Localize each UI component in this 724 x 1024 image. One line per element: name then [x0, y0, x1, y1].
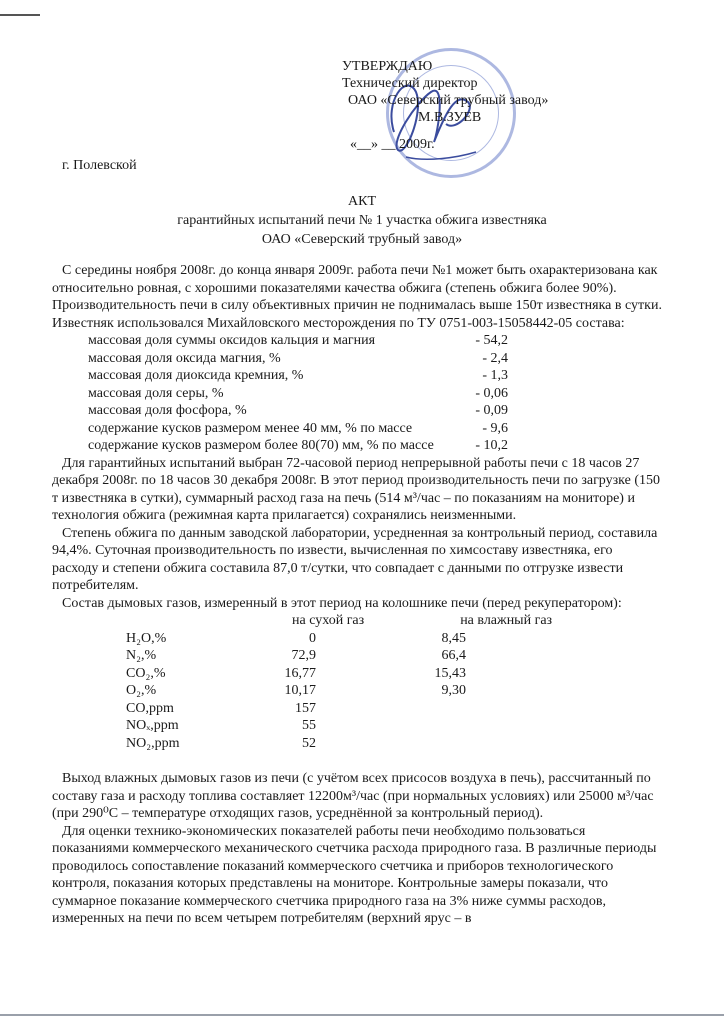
document-subtitle: гарантийных испытаний печи № 1 участка обжига известняка	[177, 213, 547, 228]
gas-name: H₂O,%	[126, 630, 167, 646]
document-title: АКТ	[348, 194, 376, 209]
table-row	[88, 332, 508, 350]
city: г. Полевской	[62, 158, 137, 173]
gas-wet-value: 15,43	[434, 665, 466, 681]
gas-name: CO,ppm	[126, 700, 174, 716]
gas-name: NO₂,ppm	[126, 735, 180, 751]
approval-company: ОАО «Северский трубный завод»	[348, 93, 549, 108]
table-row	[126, 665, 466, 683]
gas-wet-value: 9,30	[441, 683, 466, 698]
table-row	[88, 367, 508, 385]
gas-wet-value: 66,4	[441, 648, 466, 663]
composition-value: - 9,6	[482, 420, 508, 436]
document-body	[52, 262, 662, 928]
gas-wet-value	[316, 700, 466, 718]
gas-dry-value: 16,77	[284, 665, 316, 681]
dry-gas-header: на сухой газ	[292, 613, 365, 628]
composition-name: массовая доля серы, %	[88, 385, 224, 401]
approval-position: Технический директор	[342, 76, 478, 91]
table-row	[88, 402, 508, 420]
table-row	[126, 682, 466, 700]
composition-value: - 1,3	[482, 368, 508, 383]
gas-dry-value: 72,9	[291, 648, 316, 663]
gas-wet-value	[316, 735, 466, 753]
gas-dry-value: 55	[302, 718, 316, 733]
document-company: ОАО «Северский трубный завод»	[261, 232, 463, 247]
approval-block	[342, 58, 602, 153]
composition-name: массовая доля диоксида кремния, %	[88, 368, 304, 383]
composition-value: - 0,09	[475, 403, 508, 418]
composition-value: - 2,4	[482, 350, 508, 366]
approval-signer: М.В.ЗУЕВ	[418, 110, 482, 125]
paragraph-2: Для гарантийных испытаний выбран 72-часовой период непрерывной работы печи с 18 часов 27 декабря 2008г. по 18 часов 30 декабря 2008г. В этот период производительность печи по загрузке (150 т известняка в сутки), суммарный расход газа на печь (514 м³/час – по показаниям на мониторе) и технология обжига (режимная карта прилагается) сохранялись неизменными.	[52, 455, 660, 523]
composition-name: содержание кусков размером более 80(70) мм, % по массе	[88, 438, 434, 453]
gas-dry-value: 10,17	[284, 683, 316, 698]
table-row	[88, 420, 508, 438]
gas-wet-value: 8,45	[441, 630, 466, 646]
composition-name: массовая доля суммы оксидов кальция и магния	[88, 333, 376, 348]
page-bottom-rule	[0, 1014, 724, 1016]
gas-name: N₂,%	[126, 648, 157, 663]
table-row	[126, 630, 466, 648]
composition-name: содержание кусков размером менее 40 мм, % по массе	[88, 420, 413, 436]
table-row	[126, 735, 466, 753]
table-row	[126, 700, 466, 718]
gas-name: O₂,%	[126, 683, 157, 698]
approval-title: УТВЕРЖДАЮ	[342, 59, 433, 74]
gas-name: CO₂,%	[126, 665, 166, 681]
scan-mark	[0, 14, 40, 16]
document-heading	[0, 192, 724, 249]
table-row	[88, 350, 508, 368]
composition-name: массовая доля оксида магния, %	[88, 350, 281, 366]
paragraph-4: Состав дымовых газов, измеренный в этот период на колошнике печи (перед рекуператором):	[62, 595, 622, 611]
composition-value: - 54,2	[475, 333, 508, 348]
paragraph-5: Выход влажных дымовых газов из печи (с учётом всех присосов воздуха в печь), рассчитанный по составу газа и расходу топлива составляет 12200м³/час (при нормальных условиях) или 25000 м³/час (при 290⁰С – температуре отходящих газов, усреднённой за контрольный период).	[52, 771, 654, 821]
paragraph-1: С середины ноября 2008г. до конца января 2009г. работа печи №1 может быть охарактеризована как относительно ровная, с хорошими показателями качества обжига (степень обжига более 90%). Производительность печи в силу объективных причин не поднималась выше 150т известняка в сутки. Известняк использовался Михайловского месторождения по ТУ 0751-003-15058442-05 состава:	[52, 263, 662, 331]
flue-gas-header	[292, 612, 662, 630]
composition-name: массовая доля фосфора, %	[88, 403, 247, 418]
composition-value: - 10,2	[475, 438, 508, 453]
composition-value: - 0,06	[475, 385, 508, 401]
table-row	[88, 437, 508, 455]
table-row	[126, 647, 466, 665]
paragraph-6: Для оценки технико-экономических показателей работы печи необходимо пользоваться показаниями коммерческого механического счетчика расхода природного газа. В различные периоды проводилось сопоставление показаний коммерческого счетчика и приборов технологического контроля, показания которых представлены на мониторе. Контрольные замеры показали, что суммарное показание коммерческого счетчика природного газа на 3% ниже суммы расходов, измеренных на печи по всем четырем потребителям (верхний ярус – в	[52, 823, 657, 926]
wet-gas-header: на влажный газ	[460, 613, 553, 628]
approval-date: «__» __ 2009г.	[350, 137, 435, 152]
table-row	[88, 385, 508, 403]
gas-name: NOₓ,ppm	[126, 718, 179, 733]
spacer	[52, 752, 662, 770]
gas-dry-value: 52	[302, 735, 316, 751]
gas-dry-value: 0	[309, 630, 316, 646]
limestone-composition-table	[88, 332, 508, 455]
table-row	[126, 717, 466, 735]
gas-dry-value: 157	[295, 700, 316, 716]
paragraph-3: Степень обжига по данным заводской лаборатории, усредненная за контрольный период, составила 94,4%. Суточная производительность по извести, вычисленная по химсоставу известняка, его расходу и степени обжига составила 87,0 т/сутки, что совпадает с данными по отгрузке извести потребителям.	[52, 525, 658, 593]
gas-wet-value	[316, 717, 466, 735]
flue-gas-table	[126, 630, 466, 753]
